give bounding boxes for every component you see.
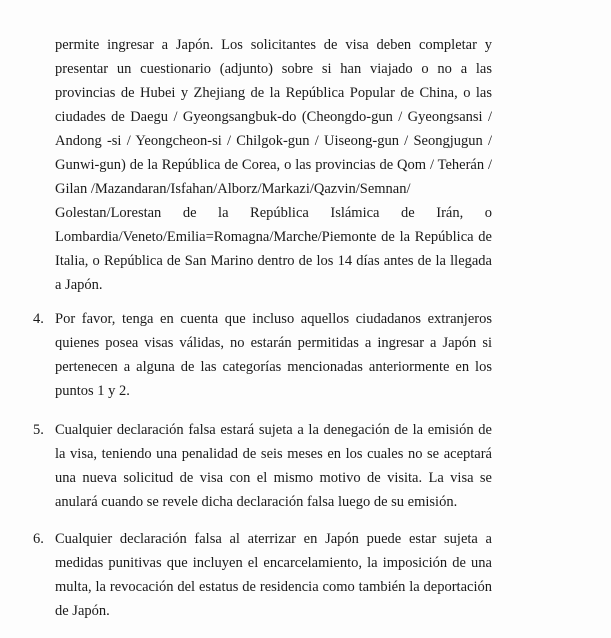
text-line: de Japón. [55, 603, 110, 619]
text-line: pertenecen a alguna de las categorías mencionadas anteriormente en los [55, 359, 492, 375]
text-line: medidas punitivas que incluyen el encarcelamiento, la imposición de una [55, 555, 492, 571]
text-line: Italia, o República de San Marino dentro de los 14 días antes de la llegada [55, 253, 492, 269]
text-line: provincias de Hubei y Zhejiang de la República Popular de China, o las [55, 85, 492, 101]
list-number: 6. [33, 531, 44, 547]
text-line: Cualquier declaración falsa estará sujeta a la denegación de la emisión de [55, 422, 492, 438]
text-line: a Japón. [55, 277, 103, 293]
text-line: Golestan/Lorestan de la República Islámica de Irán, o [55, 205, 492, 221]
text-line: ciudades de Daegu / Gyeongsangbuk-do (Cheongdo-gun / Gyeongsansi / [55, 109, 492, 125]
text-line: Gilan /Mazandaran/Isfahan/Alborz/Markazi/Qazvin/Semnan/ [55, 181, 411, 197]
list-number: 4. [33, 311, 44, 327]
text-line: presentar un cuestionario (adjunto) sobre si han viajado o no a las [55, 61, 492, 77]
text-line: Cualquier declaración falsa al aterrizar en Japón puede estar sujeta a [55, 531, 492, 547]
text-line: Lombardia/Veneto/Emilia=Romagna/Marche/Piemonte de la República de [55, 229, 492, 245]
text-line: Andong -si / Yeongcheon-si / Chilgok-gun / Uiseong-gun / Seongjugun / [55, 133, 492, 149]
text-line: multa, la revocación del estatus de residencia como también la deportación [55, 579, 492, 595]
text-line: Por favor, tenga en cuenta que incluso aquellos ciudadanos extranjeros [55, 311, 492, 327]
text-line: quienes posea visas válidas, no estarán permitidas a ingresar a Japón si [55, 335, 492, 351]
text-line: la visa, teniendo una penalidad de seis meses en los cuales no se aceptará [55, 446, 492, 462]
text-line: puntos 1 y 2. [55, 383, 130, 399]
text-line: anulará cuando se revele dicha declaración falsa luego de su emisión. [55, 494, 458, 510]
text-line: una nueva solicitud de visa con el mismo motivo de visita. La visa se [55, 470, 492, 486]
text-line: Gunwi-gun) de la República de Corea, o las provincias de Qom / Teherán / [55, 157, 492, 173]
text-line: permite ingresar a Japón. Los solicitantes de visa deben completar y [55, 37, 492, 53]
list-number: 5. [33, 422, 44, 438]
